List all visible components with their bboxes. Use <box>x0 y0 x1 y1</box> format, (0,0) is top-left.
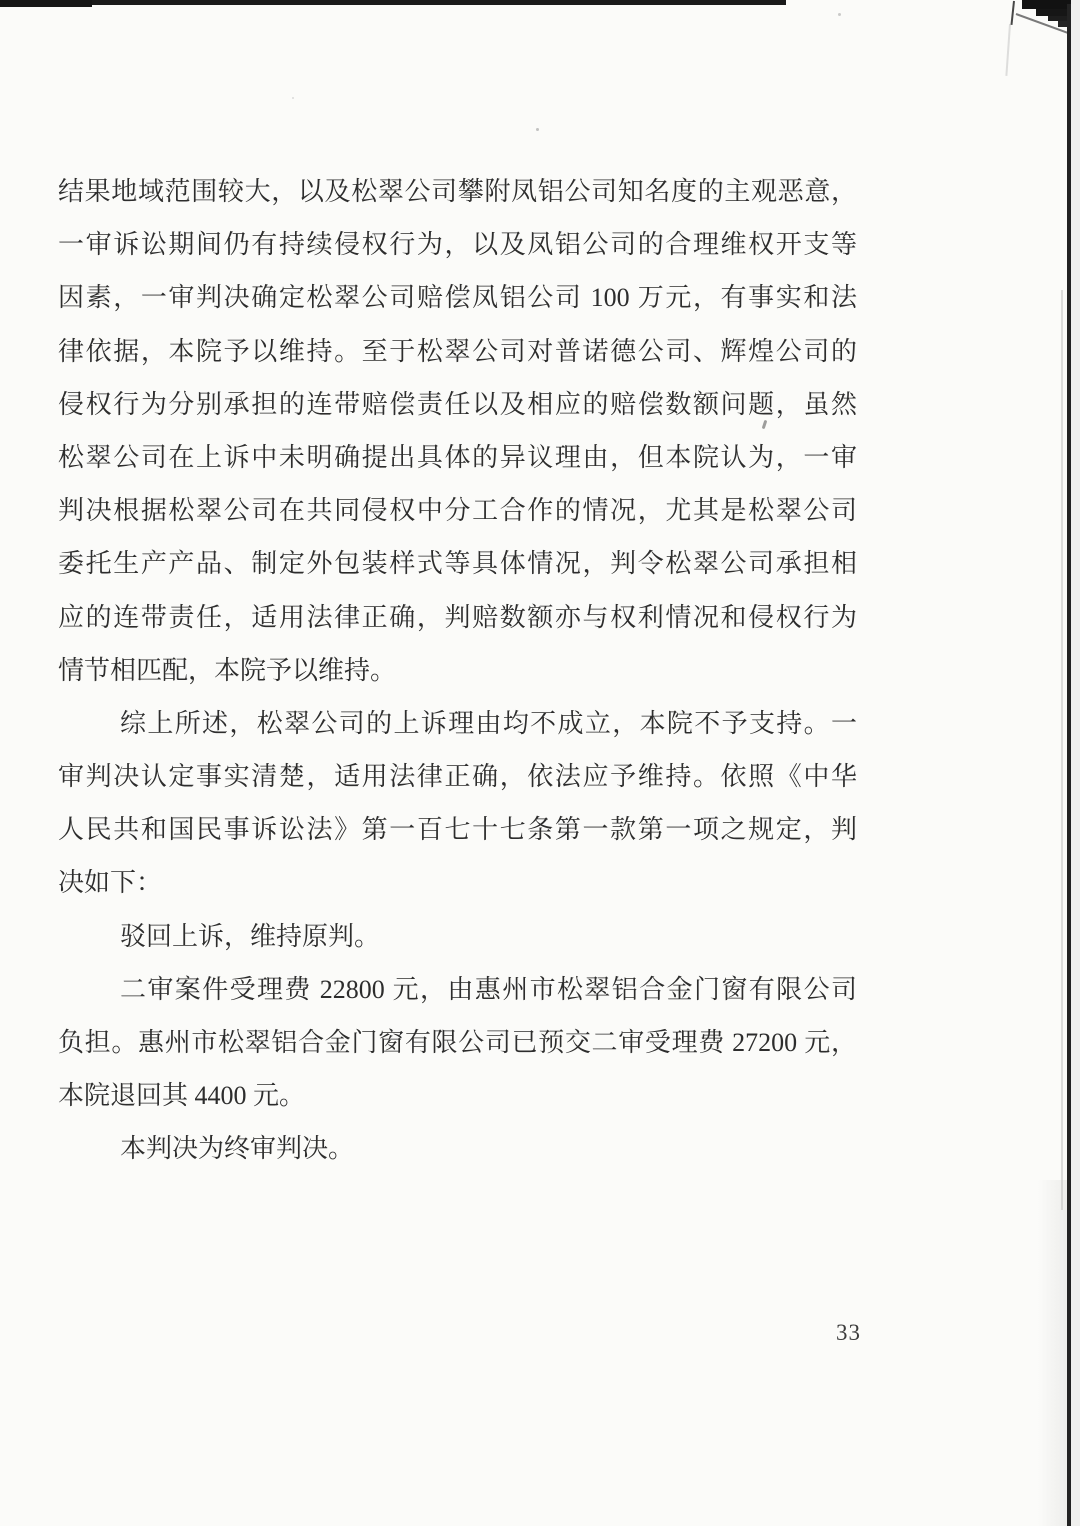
text-line: 人民共和国民事诉讼法》第一百七十七条第一款第一项之规定，判 <box>58 815 857 845</box>
scan-speck <box>536 128 539 131</box>
text-line: 驳回上诉，维持原判。 <box>120 921 381 951</box>
scan-speck <box>292 97 294 99</box>
scan-right-edge-line-faint <box>1061 290 1063 1210</box>
text-line: 结果地域范围较大，以及松翠公司攀附凤铝公司知名度的主观恶意， <box>58 177 857 206</box>
text-line: 决如下： <box>58 868 163 898</box>
text-line: 情节相匹配，本院予以维持。 <box>58 655 397 685</box>
text-line: 侵权行为分别承担的连带赔偿责任以及相应的赔偿数额问题，虽然 <box>58 389 857 419</box>
scan-right-shadow <box>1038 1180 1067 1526</box>
text-line: 委托生产产品、制定外包装样式等具体情况，判令松翠公司承担相 <box>58 549 857 579</box>
text-line: 二审案件受理费 22800 元，由惠州市松翠铝合金门窗有限公司 <box>120 974 857 1004</box>
text-line: 因素，一审判决确定松翠公司赔偿凤铝公司 100 万元，有事实和法 <box>58 283 857 313</box>
text-line: 应的连带责任，适用法律正确，判赔数额亦与权利情况和侵权行为 <box>58 602 857 632</box>
text-line: 负担。惠州市松翠铝合金门窗有限公司已预交二审受理费 27200 元， <box>58 1028 857 1057</box>
scan-corner-tick <box>1010 1 1014 25</box>
text-line: 一审诉讼期间仍有持续侵权行为，以及凤铝公司的合理维权开支等 <box>58 230 857 260</box>
text-line: 松翠公司在上诉中未明确提出具体的异议理由，但本院认为，一审 <box>58 442 857 472</box>
scan-top-edge-bar-thick <box>0 0 92 7</box>
scan-speck <box>838 13 841 16</box>
scan-right-edge-strip <box>1071 0 1080 1526</box>
judgment-text-block <box>58 165 857 1176</box>
text-line: 律依据，本院予以维持。至于松翠公司对普诺德公司、辉煌公司的 <box>58 336 857 366</box>
scan-right-edge-line <box>1067 4 1071 1526</box>
scan-corner-mark <box>1022 0 1072 9</box>
page-number: 33 <box>836 1320 861 1345</box>
text-line: 判决根据松翠公司在共同侵权中分工合作的情况，尤其是松翠公司 <box>58 496 857 526</box>
text-line: 综上所述，松翠公司的上诉理由均不成立，本院不予支持。一 <box>120 708 857 738</box>
scan-corner-tick-faint <box>1005 24 1011 76</box>
text-line: 审判决认定事实清楚，适用法律正确，依法应予维持。依照《中华 <box>58 762 857 792</box>
text-line: 本判决为终审判决。 <box>120 1134 355 1164</box>
text-line: 本院退回其 4400 元。 <box>58 1081 306 1111</box>
scan-top-edge-bar <box>0 0 786 5</box>
